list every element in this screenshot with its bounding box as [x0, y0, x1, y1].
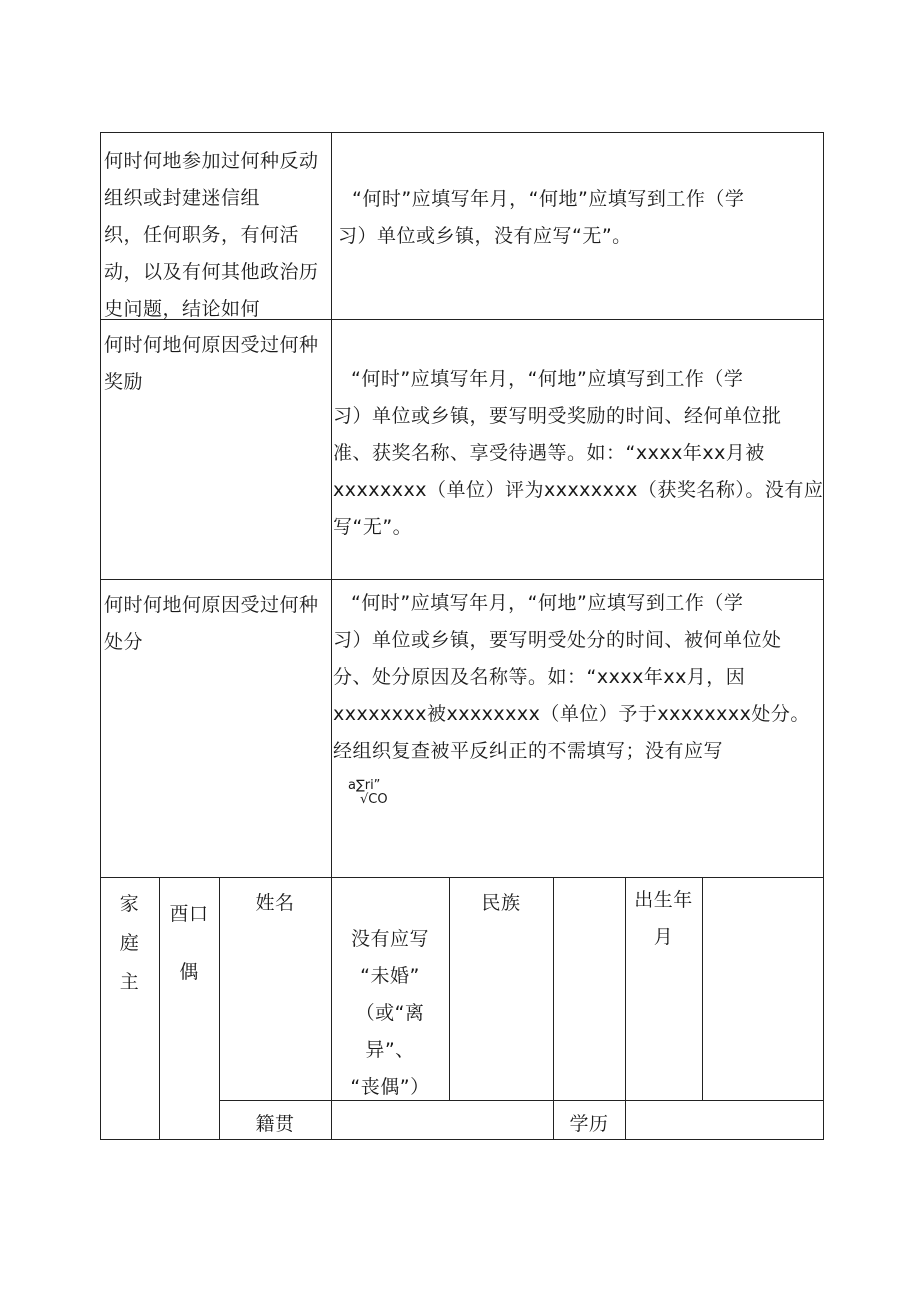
marital-note-line: “丧偶”） [350, 1076, 430, 1098]
name-label: 姓名 [255, 892, 295, 914]
family-inner-divider [219, 1100, 824, 1101]
row-1-label-line: 何时何地参加过何种反动 [104, 150, 319, 172]
row-3-label-line: 处分 [104, 631, 144, 653]
row-1-instructions [338, 181, 744, 255]
row-2-label-line: 何时何地何原因受过何种 [104, 334, 319, 356]
row-1-instruction-line: 习）单位或乡镇，没有应写“无”。 [338, 225, 632, 247]
row-2-instruction-line: “何时”应填写年月，“何地”应填写到工作（学 [351, 368, 744, 390]
row-1-label-line: 史问题，结论如何 [104, 298, 261, 320]
family-side-label [100, 885, 159, 1002]
marital-note-line: “未婚” [360, 965, 420, 987]
family-side-char: 庭 [119, 932, 140, 954]
family-side-char: 家 [119, 893, 140, 915]
education-label: 学历 [569, 1113, 609, 1135]
birth-date-label [625, 882, 702, 956]
birth-label-line: 出生年 [634, 889, 693, 911]
marital-note-line: （或“离 [355, 1002, 425, 1024]
row-3-label [104, 587, 319, 661]
row-2-instruction-line: xxxxxxxx（单位）评为xxxxxxxx（获奖名称）。没有应 [333, 479, 824, 501]
garbled-glyph-line: √CO [360, 792, 388, 807]
row-3-instruction-line: 分、处分原因及名称等。如：“xxxx年xx月，因 [333, 666, 746, 688]
row-1-label [104, 143, 319, 328]
ethnicity-label: 民族 [481, 892, 521, 914]
row-2-instruction-line: 写“无”。 [333, 516, 413, 538]
row-divider-2 [100, 579, 824, 580]
table-border-right [823, 132, 824, 1140]
row-1-label-line: 动，以及有何其他政治历 [104, 261, 319, 283]
row-3-label-line: 何时何地何原因受过何种 [104, 594, 319, 616]
table-border-bottom [100, 1139, 824, 1140]
row-3-instruction-line: 经组织复查被平反纠正的不需填写；没有应写 [333, 740, 724, 762]
row-3-instruction-line: xxxxxxxx被xxxxxxxx（单位）予于xxxxxxxx处分。 [333, 703, 810, 725]
family-col-divider-6 [702, 877, 703, 1101]
row-2-label-line: 奖励 [104, 371, 144, 393]
spouse-label-char: 酉口 [169, 903, 209, 925]
marital-note-line: 异”、 [365, 1039, 415, 1061]
row-3-instruction-line: 习）单位或乡镇，要写明受处分的时间、被何单位处 [333, 629, 782, 651]
native-place-label: 籍贯 [255, 1113, 295, 1135]
row-2-label [104, 327, 319, 401]
row-1-instruction-line: “何时”应填写年月，“何地”应填写到工作（学 [352, 188, 745, 210]
garbled-glyph-line: a∑ri” [348, 778, 381, 793]
row-1-label-line: 组织或封建迷信组 [104, 187, 261, 209]
row-3-instructions [333, 585, 810, 770]
marital-status-note [331, 921, 449, 1106]
family-side-char: 主 [119, 971, 140, 993]
row-divider-3 [100, 877, 824, 878]
row-2-instructions [333, 361, 823, 546]
row-1-label-line: 织，任何职务，有何活 [104, 224, 300, 246]
family-col-divider-4 [553, 877, 554, 1140]
row-3-instruction-line: “何时”应填写年月，“何地”应填写到工作（学 [351, 592, 744, 614]
table-border-top [100, 132, 824, 133]
spouse-label-char: 偶 [179, 961, 199, 983]
marital-note-line: 没有应写 [350, 928, 429, 950]
garbled-quote-glyph [348, 779, 388, 807]
birth-label-line: 月 [653, 926, 674, 948]
row-2-instruction-line: 准、获奖名称、享受待遇等。如：“xxxx年xx月被 [333, 442, 765, 464]
row-2-instruction-line: 习）单位或乡镇，要写明受奖励的时间、经何单位批 [333, 405, 782, 427]
spouse-label [159, 885, 219, 1001]
